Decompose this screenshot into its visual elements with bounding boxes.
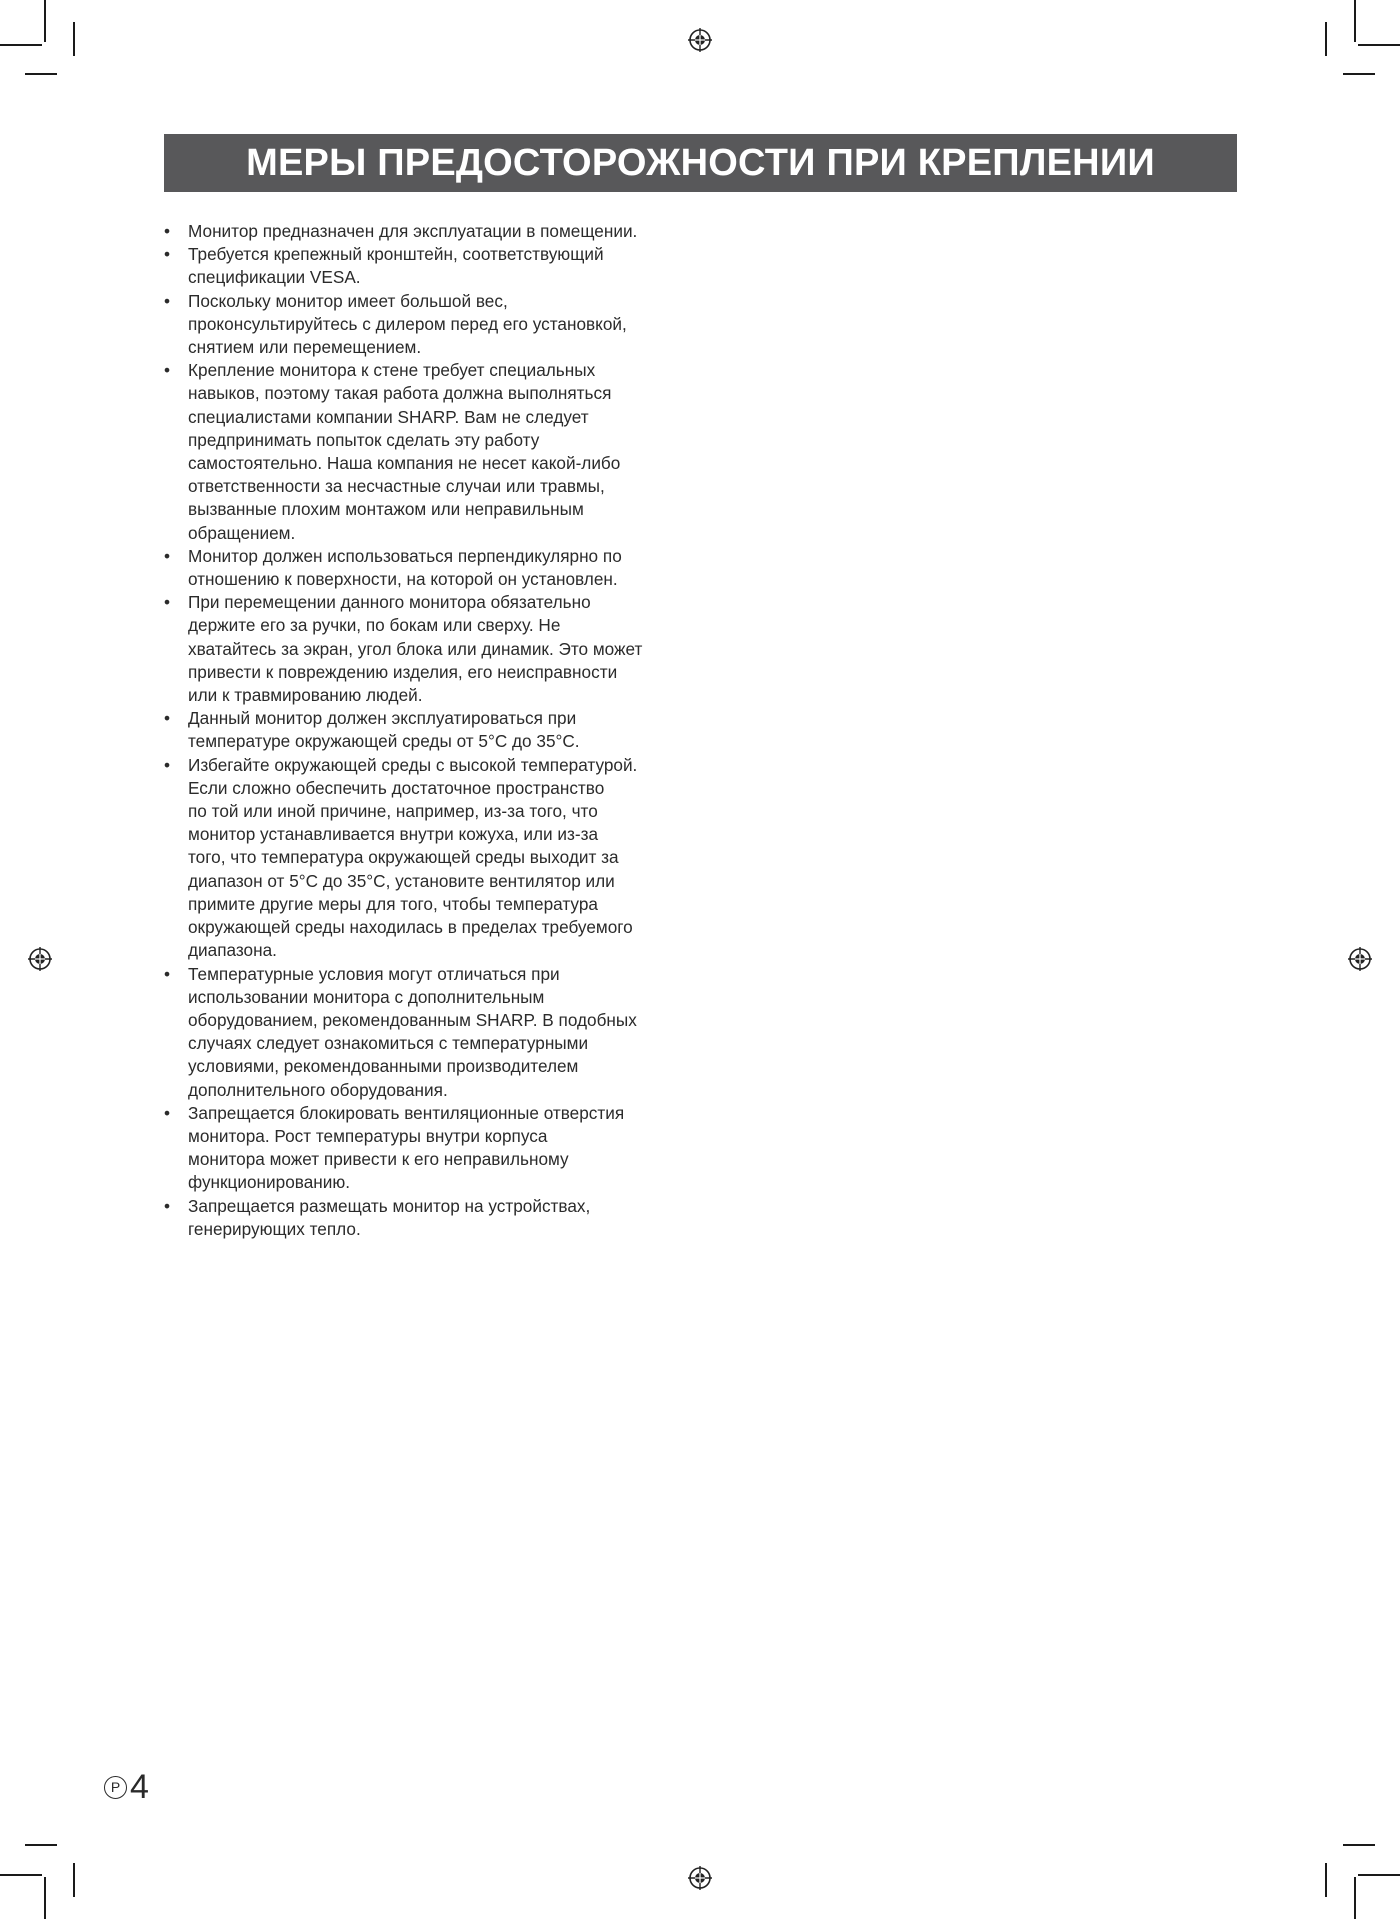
list-item-line: Поскольку монитор имеет большой вес, — [188, 290, 508, 311]
list-item-line: снятием или перемещением. — [188, 337, 422, 358]
list-item-line: по той или иной причине, например, из-за того, что — [188, 801, 598, 822]
crop-mark — [73, 22, 75, 56]
list-item — [163, 359, 703, 545]
list-item — [163, 754, 703, 963]
list-item-line: Температурные условия могут отличаться при — [188, 963, 560, 984]
crop-mark — [44, 1877, 46, 1919]
list-item-line: монитора. Рост температуры внутри корпуса — [188, 1125, 548, 1146]
list-item-line: обращением. — [188, 522, 296, 543]
page-number-value: 4 — [130, 1768, 149, 1806]
bullet-point: • — [164, 1195, 171, 1216]
list-item-line: оборудованием, рекомендованным SHARP. В подобных — [188, 1009, 637, 1030]
list-item-line: предпринимать попыток сделать эту работу — [188, 429, 540, 450]
list-item-line: примите другие меры для того, чтобы температура — [188, 893, 598, 914]
list-item-line: самостоятельно. Наша компания не несет какой-либо — [188, 453, 621, 474]
crop-mark — [1358, 1874, 1400, 1876]
bullet-point: • — [164, 708, 171, 729]
list-item-line: генерирующих тепло. — [188, 1218, 361, 1239]
list-item-line: привести к повреждению изделия, его неисправности — [188, 661, 618, 682]
crop-mark — [1358, 44, 1400, 46]
list-item-line: окружающей среды находилась в пределах требуемого — [188, 917, 633, 938]
list-item — [163, 220, 703, 243]
list-item — [163, 243, 703, 289]
list-item-line: Данный монитор должен эксплуатироваться при — [188, 708, 577, 729]
crop-mark — [1354, 0, 1356, 42]
crop-mark — [44, 0, 46, 42]
bullet-point: • — [164, 221, 171, 241]
list-item — [163, 963, 703, 1102]
bullet-point: • — [164, 963, 171, 984]
list-item-line: навыков, поэтому такая работа должна выполняться — [188, 383, 612, 404]
list-item-line: держите его за ручки, по бокам или сверху. Не — [188, 615, 561, 636]
list-item-line: дополнительного оборудования. — [188, 1079, 448, 1100]
list-item-line: диапазон от 5°C до 35°C, установите вентилятор или — [188, 870, 615, 891]
bullet-point: • — [164, 360, 171, 381]
section-title: МЕРЫ ПРЕДОСТОРОЖНОСТИ ПРИ КРЕПЛЕНИИ — [246, 141, 1155, 184]
list-item-line: использовании монитора с дополнительным — [188, 986, 545, 1007]
list-item-line: Избегайте окружающей среды с высокой температурой. — [188, 754, 638, 775]
list-item-line: Требуется крепежный кронштейн, соответствующий — [188, 244, 604, 265]
bullet-point: • — [164, 244, 171, 265]
list-item-line: проконсультируйтесь с дилером перед его установкой, — [188, 313, 627, 334]
list-item-line: диапазона. — [188, 940, 277, 961]
list-item-line: или к травмированию людей. — [188, 685, 423, 706]
list-item-line: Монитор предназначен для эксплуатации в помещении. — [188, 221, 638, 241]
language-badge: P — [104, 1776, 127, 1799]
list-item — [163, 290, 703, 360]
registration-mark-icon — [28, 947, 52, 971]
list-item — [163, 545, 703, 591]
crop-mark — [73, 1863, 75, 1897]
bullet-point: • — [164, 754, 171, 775]
list-item-line: случаях следует ознакомиться с температурными — [188, 1033, 589, 1054]
precautions-list — [163, 220, 703, 1241]
page-number — [104, 1770, 149, 1804]
registration-mark-icon — [688, 28, 712, 52]
crop-mark — [1343, 73, 1375, 75]
list-item-line: температуре окружающей среды от 5°C до 35°C. — [188, 731, 580, 752]
crop-mark — [25, 73, 57, 75]
crop-mark — [0, 1874, 42, 1876]
crop-mark — [1354, 1877, 1356, 1919]
list-item-line: спецификации VESA. — [188, 267, 361, 288]
list-item-line: Крепление монитора к стене требует специальных — [188, 360, 596, 381]
list-item-line: При перемещении данного монитора обязательно — [188, 592, 591, 613]
registration-mark-icon — [1348, 947, 1372, 971]
list-item-line: Запрещается размещать монитор на устройствах, — [188, 1195, 591, 1216]
list-item — [163, 1195, 703, 1241]
crop-mark — [25, 1844, 57, 1846]
list-item-line: условиями, рекомендованными производителем — [188, 1056, 579, 1077]
bullet-point: • — [164, 545, 171, 566]
list-item-line: того, что температура окружающей среды выходит за — [188, 847, 619, 868]
list-item — [163, 1102, 703, 1195]
crop-mark — [1325, 1863, 1327, 1897]
crop-mark — [1343, 1844, 1375, 1846]
crop-mark — [1325, 22, 1327, 56]
list-item-line: монитора может привести к его неправильному — [188, 1149, 569, 1170]
bullet-point: • — [164, 1102, 171, 1123]
list-item — [163, 707, 703, 753]
list-item-line: вызванные плохим монтажом или неправильным — [188, 499, 584, 520]
section-title-bar — [164, 134, 1237, 192]
crop-mark — [0, 44, 42, 46]
list-item-line: Монитор должен использоваться перпендикулярно по — [188, 545, 622, 566]
bullet-point: • — [164, 592, 171, 613]
list-item — [163, 591, 703, 707]
list-item-line: специалистами компании SHARP. Вам не следует — [188, 406, 589, 427]
list-item-line: Если сложно обеспечить достаточное пространство — [188, 777, 605, 798]
registration-mark-icon — [688, 1866, 712, 1890]
list-item-line: функционированию. — [188, 1172, 351, 1193]
list-item-line: Запрещается блокировать вентиляционные отверстия — [188, 1102, 625, 1123]
list-item-line: хватайтесь за экран, угол блока или динамик. Это может — [188, 638, 643, 659]
list-item-line: ответственности за несчастные случаи или травмы, — [188, 476, 605, 497]
list-item-line: отношению к поверхности, на которой он установлен. — [188, 569, 618, 590]
list-item-line: монитор устанавливается внутри кожуха, или из-за — [188, 824, 599, 845]
bullet-point: • — [164, 290, 171, 311]
